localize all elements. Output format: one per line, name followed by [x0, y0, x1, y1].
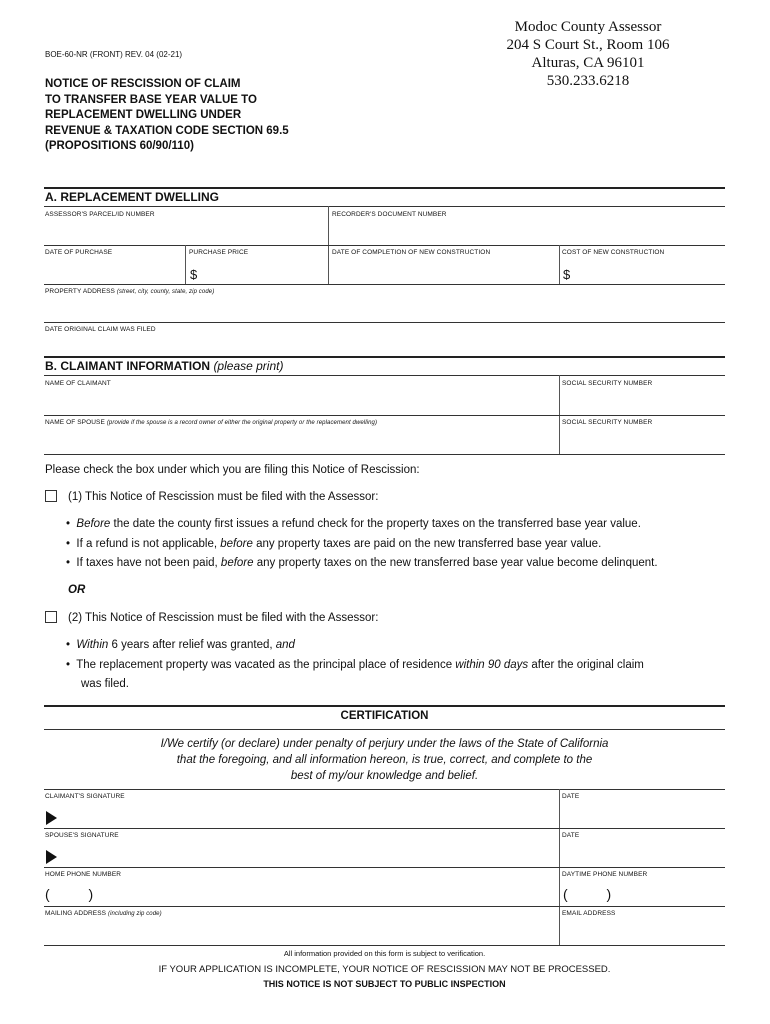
- title-line: (PROPOSITIONS 60/90/110): [45, 140, 194, 152]
- incomplete-warning: IF YOUR APPLICATION IS INCOMPLETE, YOUR NOTICE OF RESCISSION MAY NOT BE PROCESSED.: [158, 964, 611, 975]
- sign-here-arrow-icon: [46, 811, 57, 825]
- address-line: Modoc County Assessor: [514, 19, 662, 35]
- claimant-date-field[interactable]: [561, 801, 725, 827]
- title-line: NOTICE OF RESCISSION OF CLAIM: [45, 78, 241, 90]
- section-b-heading: [45, 359, 283, 373]
- certification-heading: CERTIFICATION: [340, 710, 429, 722]
- claimant-name-label: NAME OF CLAIMANT: [45, 380, 111, 387]
- divider: [44, 245, 725, 246]
- email-field[interactable]: [561, 918, 725, 944]
- divider: [44, 415, 725, 416]
- spouse-name-label-text: NAME OF SPOUSE: [45, 419, 105, 426]
- divider: [44, 705, 725, 707]
- option-1-text: (1) This Notice of Rescission must be filed with the Assessor:: [68, 491, 379, 503]
- title-line: TO TRANSFER BASE YEAR VALUE TO: [45, 93, 257, 106]
- certification-line: that the foregoing, and all information hereon, is true, correct, and complete to the: [176, 754, 593, 766]
- divider: [44, 454, 725, 455]
- spouse-name-label: [45, 419, 377, 426]
- recorder-number-field[interactable]: [330, 212, 725, 244]
- title-line: REPLACEMENT DWELLING UNDER: [45, 109, 242, 121]
- emphasis: within 90 days: [455, 658, 529, 671]
- bullet-text: 6 years after relief was granted,: [108, 639, 276, 651]
- section-b-title: B. CLAIMANT INFORMATION: [45, 359, 211, 373]
- emphasis: before: [220, 557, 254, 569]
- home-phone-label: HOME PHONE NUMBER: [45, 871, 122, 878]
- claimant-ssn-field[interactable]: [561, 388, 725, 415]
- list-item: • Before the date the county first issues a refund check for the property taxes on the transferred base year value.: [66, 518, 641, 530]
- bullet-text: If a refund is not applicable,: [76, 537, 221, 550]
- spouse-signature-field[interactable]: [62, 840, 558, 866]
- email-label: EMAIL ADDRESS: [562, 910, 616, 917]
- bullet-text: any property taxes are paid on the new transferred base year value.: [252, 537, 602, 550]
- option-2-checkbox[interactable]: [45, 611, 57, 623]
- home-phone-field[interactable]: [44, 880, 558, 906]
- sign-here-arrow-icon: [46, 850, 57, 864]
- divider: [44, 284, 725, 285]
- section-a-heading: A. REPLACEMENT DWELLING: [45, 190, 219, 204]
- form-title: [45, 77, 289, 155]
- bullet-text: If taxes have not been paid,: [76, 557, 221, 569]
- divider: [44, 867, 725, 868]
- certification-line: I/We certify (or declare) under penalty of perjury under the laws of the State of California: [160, 738, 609, 750]
- purchase-price-field[interactable]: [200, 258, 327, 283]
- divider: [44, 356, 725, 358]
- property-address-label: [45, 288, 214, 295]
- completion-date-label: DATE OF COMPLETION OF NEW CONSTRUCTION: [332, 249, 491, 256]
- bullet-text: The replacement property was vacated as the principal place of residence: [76, 658, 456, 671]
- claimant-date-label: DATE: [562, 793, 580, 800]
- daytime-phone-field[interactable]: [561, 880, 725, 906]
- address-line: 530.233.6218: [546, 73, 630, 89]
- divider: [44, 906, 725, 907]
- divider: [44, 828, 725, 829]
- property-address-hint: (street, city, county, state, zip code): [116, 289, 215, 295]
- list-item: • The replacement property was vacated as the principal place of residence within 90 days after the original claim: [66, 658, 644, 671]
- address-line: Alturas, CA 96101: [531, 55, 645, 71]
- construction-cost-field[interactable]: [575, 258, 725, 283]
- list-item: • If a refund is not applicable, before any property taxes are paid on the new transferred base year value.: [66, 537, 602, 550]
- date-of-purchase-label: DATE OF PURCHASE: [45, 249, 113, 256]
- mailing-address-field[interactable]: [44, 918, 558, 944]
- construction-cost-label: COST OF NEW CONSTRUCTION: [562, 249, 665, 256]
- parcel-number-label: ASSESSOR'S PARCEL/ID NUMBER: [45, 211, 155, 218]
- spouse-name-hint: (provide if the spouse is a record owner of either the original property or the replacement dwelling): [106, 420, 378, 426]
- claimant-ssn-label: SOCIAL SECURITY NUMBER: [562, 380, 653, 387]
- option-2-bullets: [66, 636, 644, 695]
- spouse-ssn-label: SOCIAL SECURITY NUMBER: [562, 419, 653, 426]
- date-original-claim-field[interactable]: [44, 334, 725, 356]
- spouse-signature-label: SPOUSE'S SIGNATURE: [45, 832, 119, 839]
- assessor-address: [478, 18, 698, 90]
- divider: [44, 206, 725, 207]
- list-item: • Within 6 years after relief was granted, and: [66, 639, 295, 651]
- emphasis: Within: [76, 639, 109, 651]
- spouse-name-field[interactable]: [44, 428, 558, 453]
- parcel-number-field[interactable]: [44, 212, 328, 244]
- bullet-text: the date the county first issues a refund check for the property taxes on the transferred base year value.: [110, 518, 641, 530]
- divider: [44, 375, 725, 376]
- option-1-bullets: [66, 515, 658, 574]
- certification-text: [44, 736, 725, 784]
- public-inspection-note: THIS NOTICE IS NOT SUBJECT TO PUBLIC INSPECTION: [263, 979, 506, 989]
- property-address-label-text: PROPERTY ADDRESS: [45, 288, 115, 295]
- emphasis: before: [220, 537, 253, 550]
- purchase-price-label: PURCHASE PRICE: [189, 249, 249, 256]
- spouse-ssn-field[interactable]: [561, 428, 725, 453]
- recorder-number-label: RECORDER'S DOCUMENT NUMBER: [332, 211, 447, 218]
- option-2-text: (2) This Notice of Rescission must be filed with the Assessor:: [68, 612, 379, 624]
- date-of-purchase-field[interactable]: [44, 258, 184, 283]
- option-1-checkbox[interactable]: [45, 490, 57, 502]
- verification-note: All information provided on this form is subject to verification.: [283, 949, 486, 958]
- mailing-address-label-text: MAILING ADDRESS: [45, 910, 107, 917]
- title-line: REVENUE & TAXATION CODE SECTION 69.5: [45, 124, 289, 137]
- daytime-phone-area-code: ( ): [563, 886, 612, 902]
- divider: [44, 322, 725, 323]
- bullet-text: after the original claim: [528, 658, 644, 671]
- divider: [44, 789, 725, 790]
- divider: [559, 245, 560, 284]
- section-b-hint: (please print): [213, 359, 284, 373]
- list-item-continuation: was filed.: [81, 678, 129, 690]
- mailing-address-hint: (including zip code): [108, 911, 162, 917]
- emphasis: Before: [76, 518, 111, 530]
- filing-intro: Please check the box under which you are filing this Notice of Rescission:: [45, 464, 420, 476]
- home-phone-area-code: ( ): [45, 886, 94, 902]
- divider: [44, 187, 725, 189]
- spouse-date-label: DATE: [562, 832, 580, 839]
- or-separator: OR: [68, 584, 86, 596]
- divider: [185, 245, 186, 284]
- claimant-signature-label: CLAIMANT'S SIGNATURE: [45, 793, 125, 800]
- date-original-claim-label: DATE ORIGINAL CLAIM WAS FILED: [45, 326, 156, 333]
- list-item: • If taxes have not been paid, before any property taxes on the new transferred base year value become delinquent.: [66, 557, 658, 569]
- claimant-name-field[interactable]: [44, 388, 558, 415]
- daytime-phone-label: DAYTIME PHONE NUMBER: [562, 871, 648, 878]
- claimant-signature-field[interactable]: [62, 801, 558, 827]
- mailing-address-label: [45, 910, 162, 917]
- purchase-price-dollar: $: [190, 267, 198, 282]
- form-number: BOE-60-NR (FRONT) REV. 04 (02-21): [45, 50, 183, 59]
- divider: [44, 945, 725, 946]
- divider: [44, 729, 725, 730]
- address-line: 204 S Court St., Room 106: [506, 37, 670, 53]
- certification-line: best of my/our knowledge and belief.: [290, 770, 479, 782]
- completion-date-field[interactable]: [330, 258, 558, 283]
- spouse-date-field[interactable]: [561, 840, 725, 866]
- property-address-field[interactable]: [44, 296, 725, 322]
- construction-cost-dollar: $: [563, 267, 571, 282]
- emphasis: and: [275, 639, 295, 651]
- bullet-text: any property taxes on the new transferred base year value become delinquent.: [253, 557, 658, 569]
